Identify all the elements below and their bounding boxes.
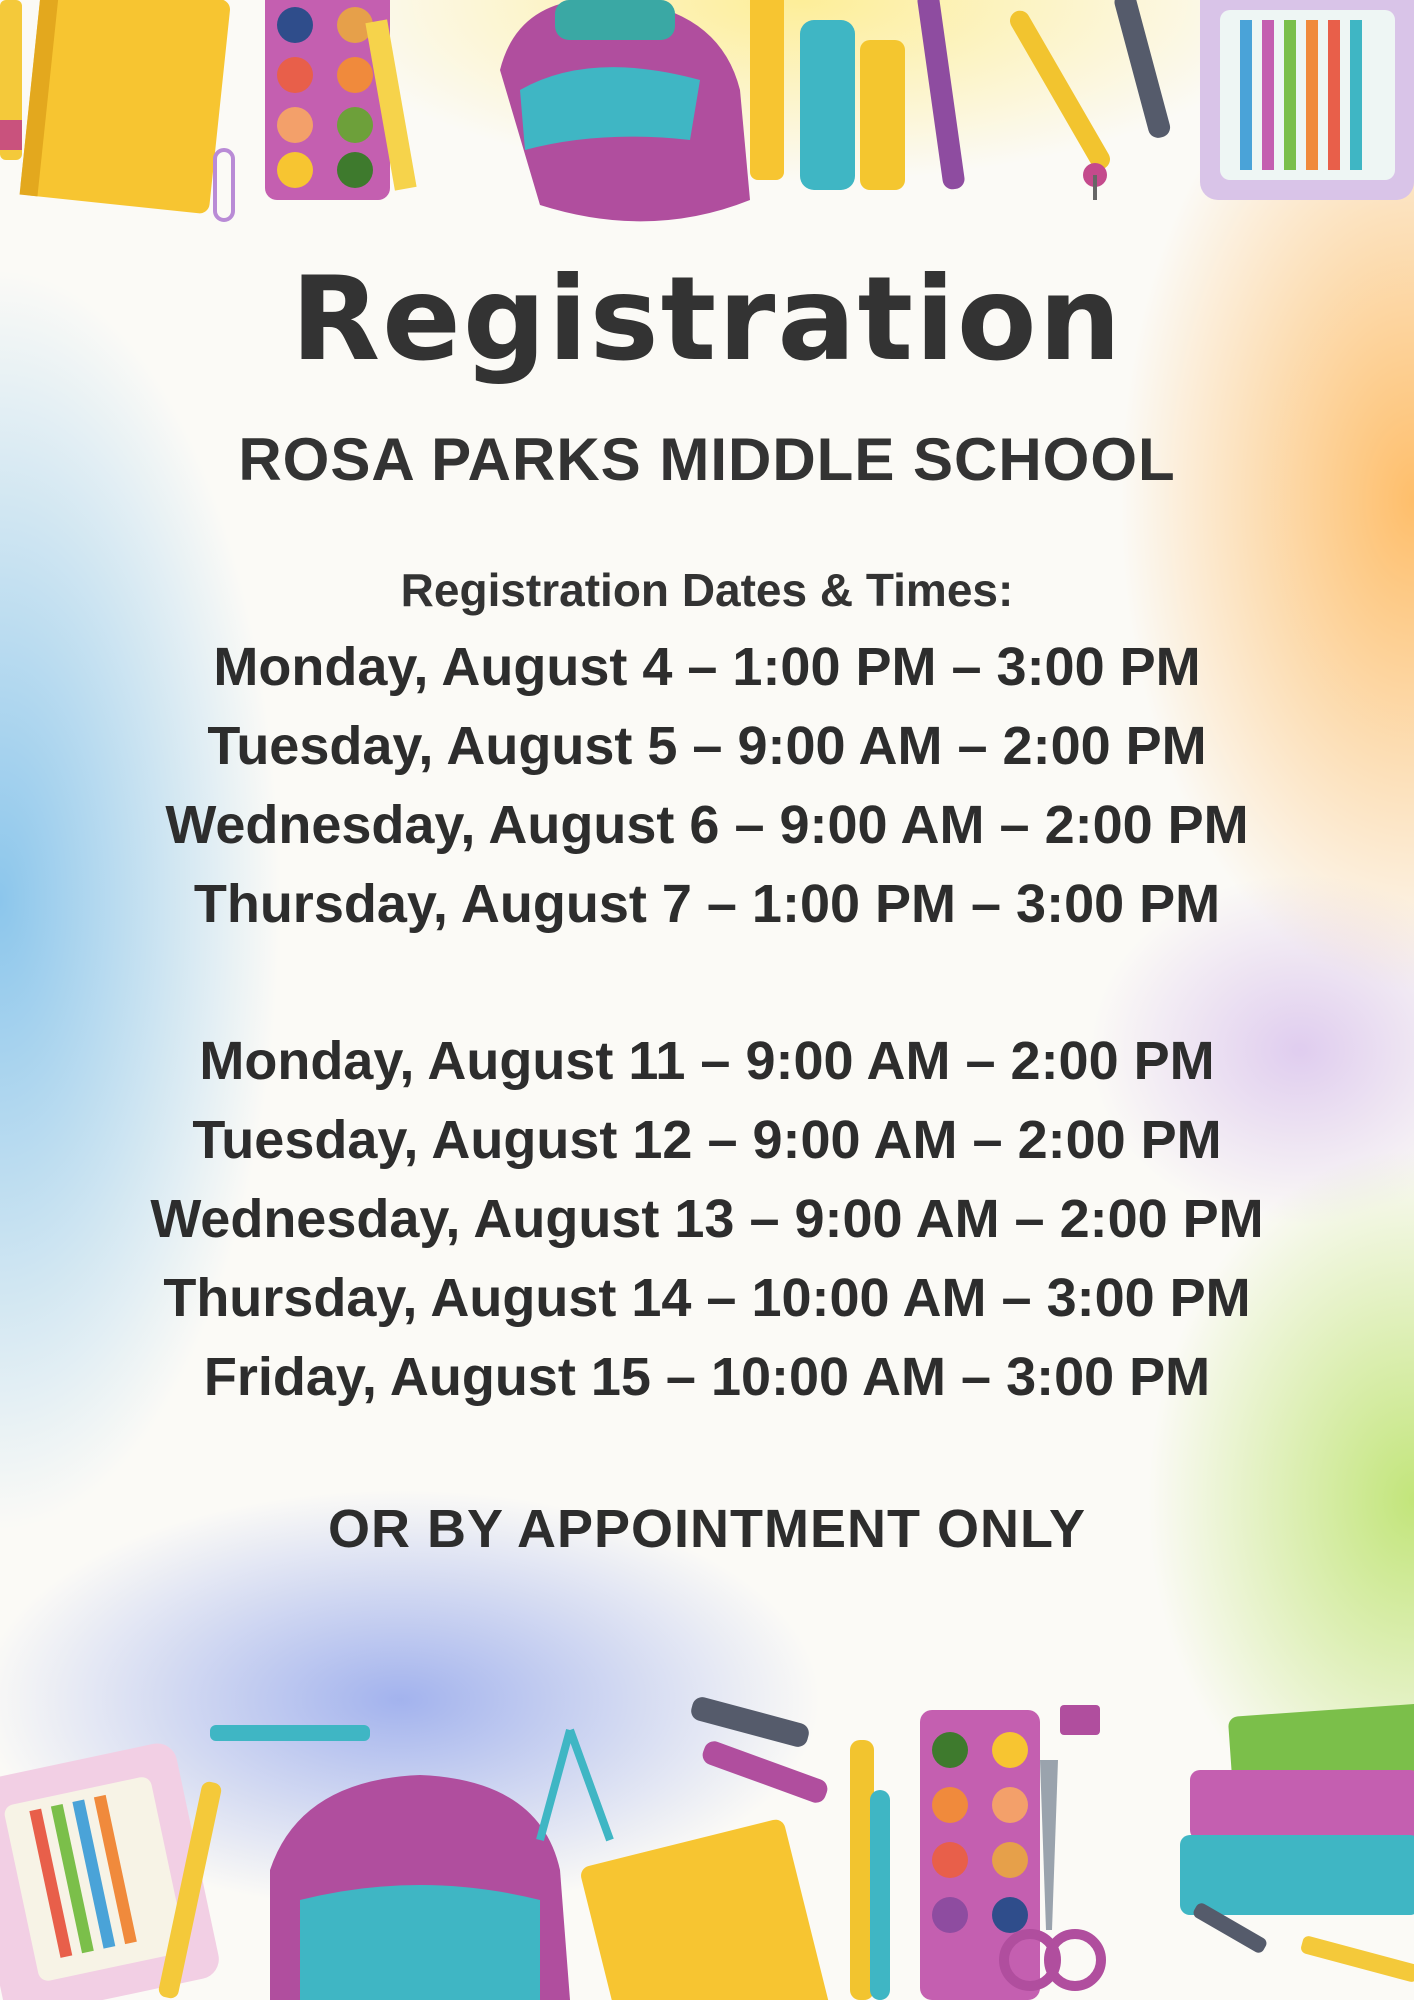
schedule-week-one (0, 628, 1414, 944)
highlighter-icon (750, 0, 905, 190)
pencil-icon (0, 0, 22, 160)
notebook-icon (20, 0, 231, 214)
pen-icon (850, 1740, 890, 2000)
schedule-heading: Registration Dates & Times: (400, 564, 1014, 616)
schedule-item: Thursday, August 14 – 10:00 AM – 3:00 PM (163, 1268, 1251, 1328)
pushpin-icon (1083, 163, 1107, 200)
appointment-note: OR BY APPOINTMENT ONLY (327, 1499, 1087, 1559)
highlighter-icon (689, 1695, 830, 1806)
schedule-item: Tuesday, August 12 – 9:00 AM – 2:00 PM (192, 1110, 1222, 1170)
paperclip-icon (215, 150, 233, 220)
compass-icon (540, 1730, 610, 1840)
top-supplies-border (0, 0, 1414, 240)
backpack-icon (500, 0, 750, 221)
schedule-item: Friday, August 15 – 10:00 AM – 3:00 PM (203, 1347, 1211, 1407)
binder-clip-icon (1060, 1705, 1100, 1735)
school-name: ROSA PARKS MIDDLE SCHOOL (238, 426, 1176, 493)
schedule-item: Tuesday, August 5 – 9:00 AM – 2:00 PM (207, 716, 1207, 776)
paint-palette-icon (920, 1710, 1040, 2000)
pencil-case-icon (1200, 0, 1414, 200)
schedule-item: Monday, August 4 – 1:00 PM – 3:00 PM (213, 637, 1201, 697)
notebook-icon (579, 1818, 831, 2000)
backpack-icon (270, 1775, 570, 2000)
schedule-item: Monday, August 11 – 9:00 AM – 2:00 PM (199, 1031, 1215, 1091)
schedule-item: Thursday, August 7 – 1:00 PM – 3:00 PM (193, 874, 1221, 934)
books-stack-icon (1180, 1703, 1414, 1915)
schedule-week-two (0, 1022, 1414, 1417)
schedule-item: Wednesday, August 6 – 9:00 AM – 2:00 PM (165, 795, 1249, 855)
bottom-supplies-border (0, 1670, 1414, 2000)
pen-icon (916, 0, 1172, 191)
page-title: Registration (290, 252, 1124, 387)
schedule-item: Wednesday, August 13 – 9:00 AM – 2:00 PM (150, 1189, 1264, 1249)
